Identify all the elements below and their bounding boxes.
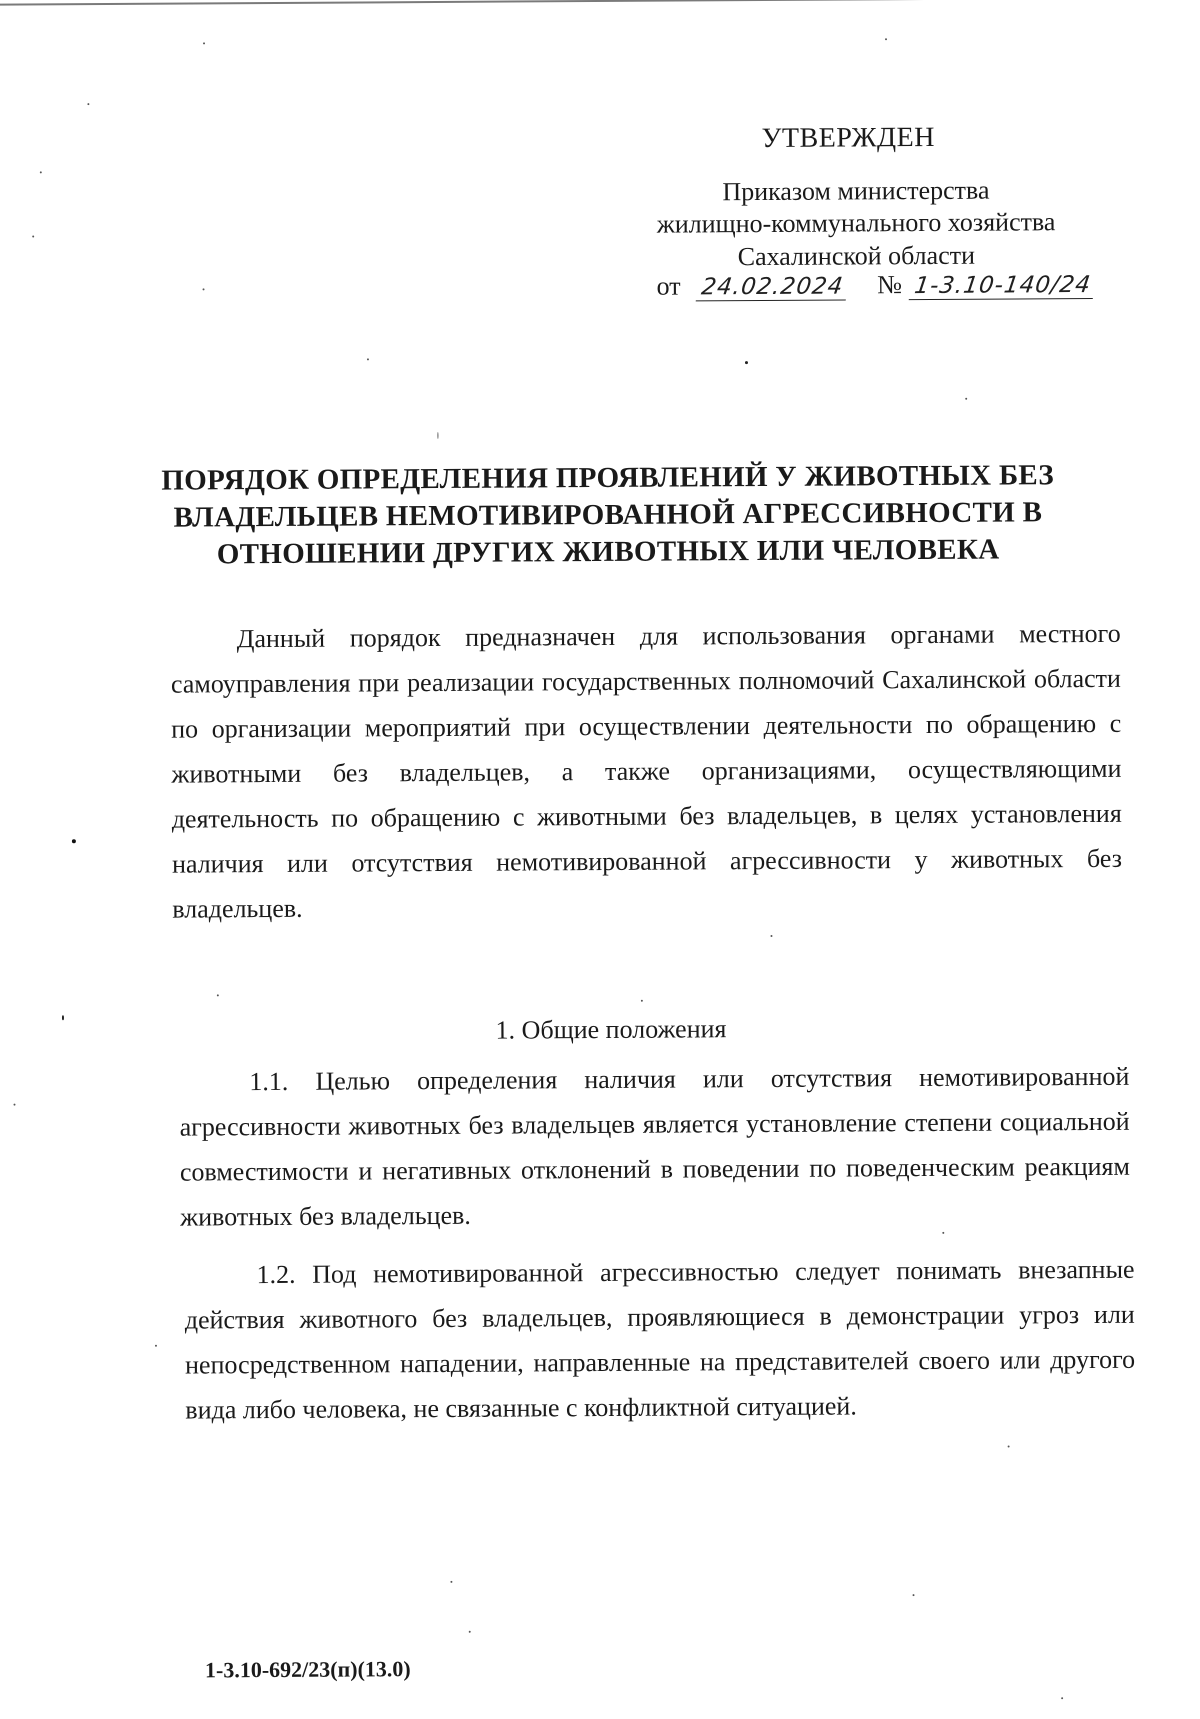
order-date-number-row: [656, 269, 1095, 302]
order-line-department: жилищно-коммунального хозяйства: [656, 207, 1056, 239]
handwritten-order-number: 1-3.10-140/24: [909, 272, 1097, 300]
paragraph-1-1: 1.1. Целью определения наличия или отсутствия немотивированной агрессивности животных без владельцев является установление степени социальной совместимости и негативных отклонений в поведении по поведенческим реакциям животных без владельцев.: [179, 1061, 1130, 1232]
order-line-region: Сахалинской области: [737, 240, 976, 272]
intro-paragraph: Данный порядок предназначен для использования органами местного самоуправления при реализации государственных полномочий Сахалинской области по организации мероприятий при осуществлении деятельности по обращению с животными без владельцев, а также организациями, осуществляющими деятельность по обращению с животными без владельцев, в целях установления наличия или отсутствия немотивированной агрессивности у животных без владельцев.: [170, 618, 1123, 924]
scan-top-border: [0, 0, 1195, 6]
number-prefix: №: [877, 270, 903, 300]
section-heading-general: 1. Общие положения: [495, 1014, 727, 1045]
document-code: 1-3.10-692/23(п)(13.0): [204, 1656, 411, 1683]
approved-label: УТВЕРЖДЕН: [761, 121, 936, 154]
order-line-ministry: Приказом министерства: [722, 175, 990, 207]
handwritten-order-date: 24.02.2024: [695, 273, 848, 301]
document-title: ПОРЯДОК ОПРЕДЕЛЕНИЯ ПРОЯВЛЕНИЙ У ЖИВОТНЫХ БЕЗ ВЛАДЕЛЬЦЕВ НЕМОТИВИРОВАННОЙ АГРЕССИВНОСТИ В ОТНОШЕНИИ ДРУГИХ ЖИВОТНЫХ ИЛИ ЧЕЛОВЕКА: [161, 459, 1055, 571]
date-prefix: от: [656, 271, 681, 301]
paragraph-1-2: 1.2. Под немотивированной агрессивностью следует понимать внезапные действия животного без владельцев, проявляющиеся в демонстрации угроз или непосредственном нападении, направленные на представителей своего или другого вида либо человека, не связанные с конфликтной ситуацией.: [184, 1254, 1136, 1425]
